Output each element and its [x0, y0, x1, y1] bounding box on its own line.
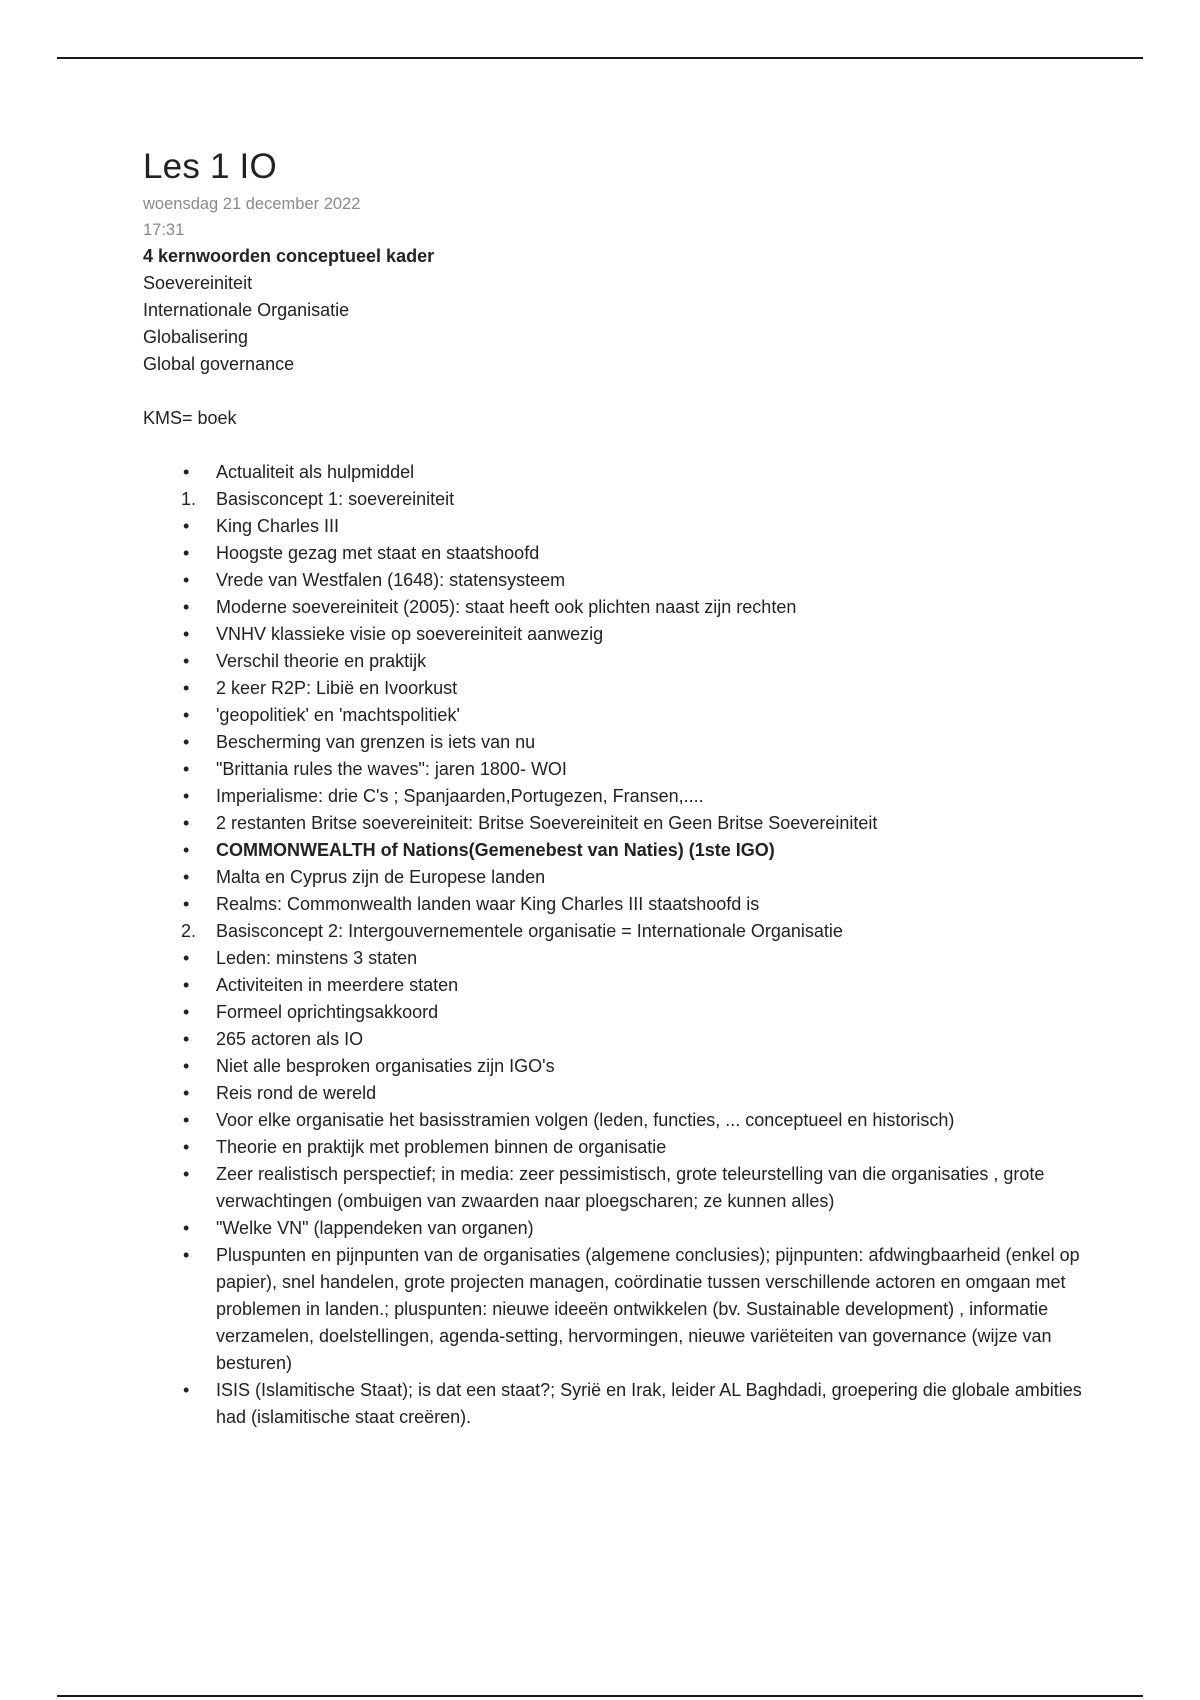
list-item-text: Imperialisme: drie C's ; Spanjaarden,Portugezen, Fransen,.... — [216, 786, 704, 806]
bullet-icon: • — [183, 759, 190, 779]
list-item — [143, 567, 1103, 594]
blank-line — [143, 378, 1103, 405]
list-item — [143, 1107, 1103, 1134]
list-item-text: ISIS (Islamitische Staat); is dat een staat?; Syrië en Irak, leider AL Baghdadi, groepering die globale ambities had (islamitische staat creëren). — [216, 1380, 1082, 1427]
list-item-text: "Welke VN" (lappendeken van organen) — [216, 1218, 534, 1238]
list-item-text: Activiteiten in meerdere staten — [216, 975, 459, 995]
list-item — [143, 1215, 1103, 1242]
list-item — [143, 837, 1103, 864]
list-item-text: Moderne soevereiniteit (2005): staat heeft ook plichten naast zijn rechten — [216, 597, 797, 617]
list-item — [143, 891, 1103, 918]
list-item-text: Niet alle besproken organisaties zijn IGO's — [216, 1056, 555, 1076]
list-item-text: Vrede van Westfalen (1648): statensysteem — [216, 570, 566, 590]
bullet-icon: • — [183, 948, 190, 968]
list-item — [143, 972, 1103, 999]
list-item-text: 2 restanten Britse soevereiniteit: Britse Soevereiniteit en Geen Britse Soevereiniteit — [216, 813, 878, 833]
list-item — [143, 729, 1103, 756]
list-item-text: King Charles III — [216, 516, 340, 536]
list-item — [143, 999, 1103, 1026]
bullet-icon: • — [183, 516, 190, 536]
list-item — [143, 1134, 1103, 1161]
list-number: 1. — [181, 489, 197, 509]
list-item — [143, 594, 1103, 621]
note-time: 17:31 — [143, 221, 185, 239]
list-item — [143, 783, 1103, 810]
list-item-text: Basisconcept 2: Intergouvernementele organisatie = Internationale Organisatie — [216, 921, 843, 941]
list-item-text: Pluspunten en pijnpunten van de organisaties (algemene conclusies); pijnpunten: afdwingbaarheid (enkel op papier), snel handelen, grote projecten managen, coördinatie tussen verschillende actoren en omgaan met problemen in landen.; pluspunten: nieuwe ideeën ontwikkelen (bv. Sustainable development) , informatie verzamelen, doelstellingen, agenda-setting, hervormingen, nieuwe variëteiten van governance (wijze van besturen) — [216, 1245, 1080, 1373]
list-item-text: Actualiteit als hulpmiddel — [216, 462, 415, 482]
note-page — [143, 146, 1103, 1431]
bullet-icon: • — [183, 624, 190, 644]
bullet-icon: • — [183, 678, 190, 698]
list-item-text: Basisconcept 1: soevereiniteit — [216, 489, 455, 509]
bottom-rule — [57, 1695, 1143, 1697]
bullet-icon: • — [183, 705, 190, 725]
list-item — [143, 1377, 1103, 1431]
list-item-text: Hoogste gezag met staat en staatshoofd — [216, 543, 540, 563]
bullet-icon: • — [183, 1056, 190, 1076]
list-item-text: Realms: Commonwealth landen waar King Charles III staatshoofd is — [216, 894, 760, 914]
list-item-text: Formeel oprichtingsakkoord — [216, 1002, 439, 1022]
list-item-text: Voor elke organisatie het basisstramien volgen (leden, functies, ... conceptueel en historisch) — [216, 1110, 955, 1130]
bullet-icon: • — [183, 1164, 190, 1184]
list-item-text: Theorie en praktijk met problemen binnen de organisatie — [216, 1137, 667, 1157]
bullet-icon: • — [183, 1002, 190, 1022]
bullet-icon: • — [183, 813, 190, 833]
list-item — [143, 702, 1103, 729]
list-item-text: Verschil theorie en praktijk — [216, 651, 427, 671]
list-item-text: Leden: minstens 3 staten — [216, 948, 418, 968]
bullet-icon: • — [183, 1083, 190, 1103]
section-heading: 4 kernwoorden conceptueel kader — [143, 246, 435, 266]
bullet-icon: • — [183, 1137, 190, 1157]
list-item — [143, 1161, 1103, 1215]
list-item — [143, 513, 1103, 540]
bullet-icon: • — [183, 867, 190, 887]
list-item — [143, 810, 1103, 837]
kms-line: KMS= boek — [143, 408, 237, 428]
keyword-line: Soevereiniteit — [143, 273, 253, 293]
list-item — [143, 756, 1103, 783]
list-item — [143, 459, 1103, 486]
bullet-icon: • — [183, 732, 190, 752]
list-item-text: Zeer realistisch perspectief; in media: zeer pessimistisch, grote teleurstelling van die organisaties , grote verwachtingen (ombuigen van zwaarden naar ploegscharen; ze kunnen alles) — [216, 1164, 1045, 1211]
list-item-text: Bescherming van grenzen is iets van nu — [216, 732, 536, 752]
list-item — [143, 1080, 1103, 1107]
page-title: Les 1 IO — [143, 147, 277, 186]
bullet-icon: • — [183, 840, 190, 860]
list-item — [143, 864, 1103, 891]
list-item — [143, 675, 1103, 702]
list-item — [143, 918, 1103, 945]
bullet-icon: • — [183, 1029, 190, 1049]
bullet-icon: • — [183, 1245, 190, 1265]
list-item — [143, 1026, 1103, 1053]
list-item — [143, 1053, 1103, 1080]
bullet-icon: • — [183, 975, 190, 995]
list-item — [143, 486, 1103, 513]
list-item-text: 265 actoren als IO — [216, 1029, 364, 1049]
list-item-text: COMMONWEALTH of Nations(Gemenebest van Naties) (1ste IGO) — [216, 840, 775, 860]
list-item-text: VNHV klassieke visie op soevereiniteit aanwezig — [216, 624, 604, 644]
bullet-icon: • — [183, 651, 190, 671]
bullet-icon: • — [183, 1380, 190, 1400]
bullet-icon: • — [183, 543, 190, 563]
bullet-icon: • — [183, 462, 190, 482]
keyword-line: Internationale Organisatie — [143, 300, 350, 320]
list-number: 2. — [181, 921, 197, 941]
list-item — [143, 648, 1103, 675]
keyword-line: Global governance — [143, 354, 295, 374]
bullet-icon: • — [183, 570, 190, 590]
list-item-text: 2 keer R2P: Libië en Ivoorkust — [216, 678, 458, 698]
bullet-icon: • — [183, 1110, 190, 1130]
list-item — [143, 621, 1103, 648]
bullet-icon: • — [183, 786, 190, 806]
bullet-icon: • — [183, 1218, 190, 1238]
top-rule — [57, 57, 1143, 59]
list-item-text: Malta en Cyprus zijn de Europese landen — [216, 867, 546, 887]
list-item — [143, 1242, 1103, 1377]
list-item — [143, 945, 1103, 972]
list-item-text: "Brittania rules the waves": jaren 1800- WOI — [216, 759, 567, 779]
list-item-text: Reis rond de wereld — [216, 1083, 377, 1103]
keyword-line: Globalisering — [143, 327, 249, 347]
note-date: woensdag 21 december 2022 — [143, 195, 361, 213]
bullet-icon: • — [183, 894, 190, 914]
list-item-text: 'geopolitiek' en 'machtspolitiek' — [216, 705, 460, 725]
note-list — [143, 459, 1103, 1431]
bullet-icon: • — [183, 597, 190, 617]
list-item — [143, 540, 1103, 567]
